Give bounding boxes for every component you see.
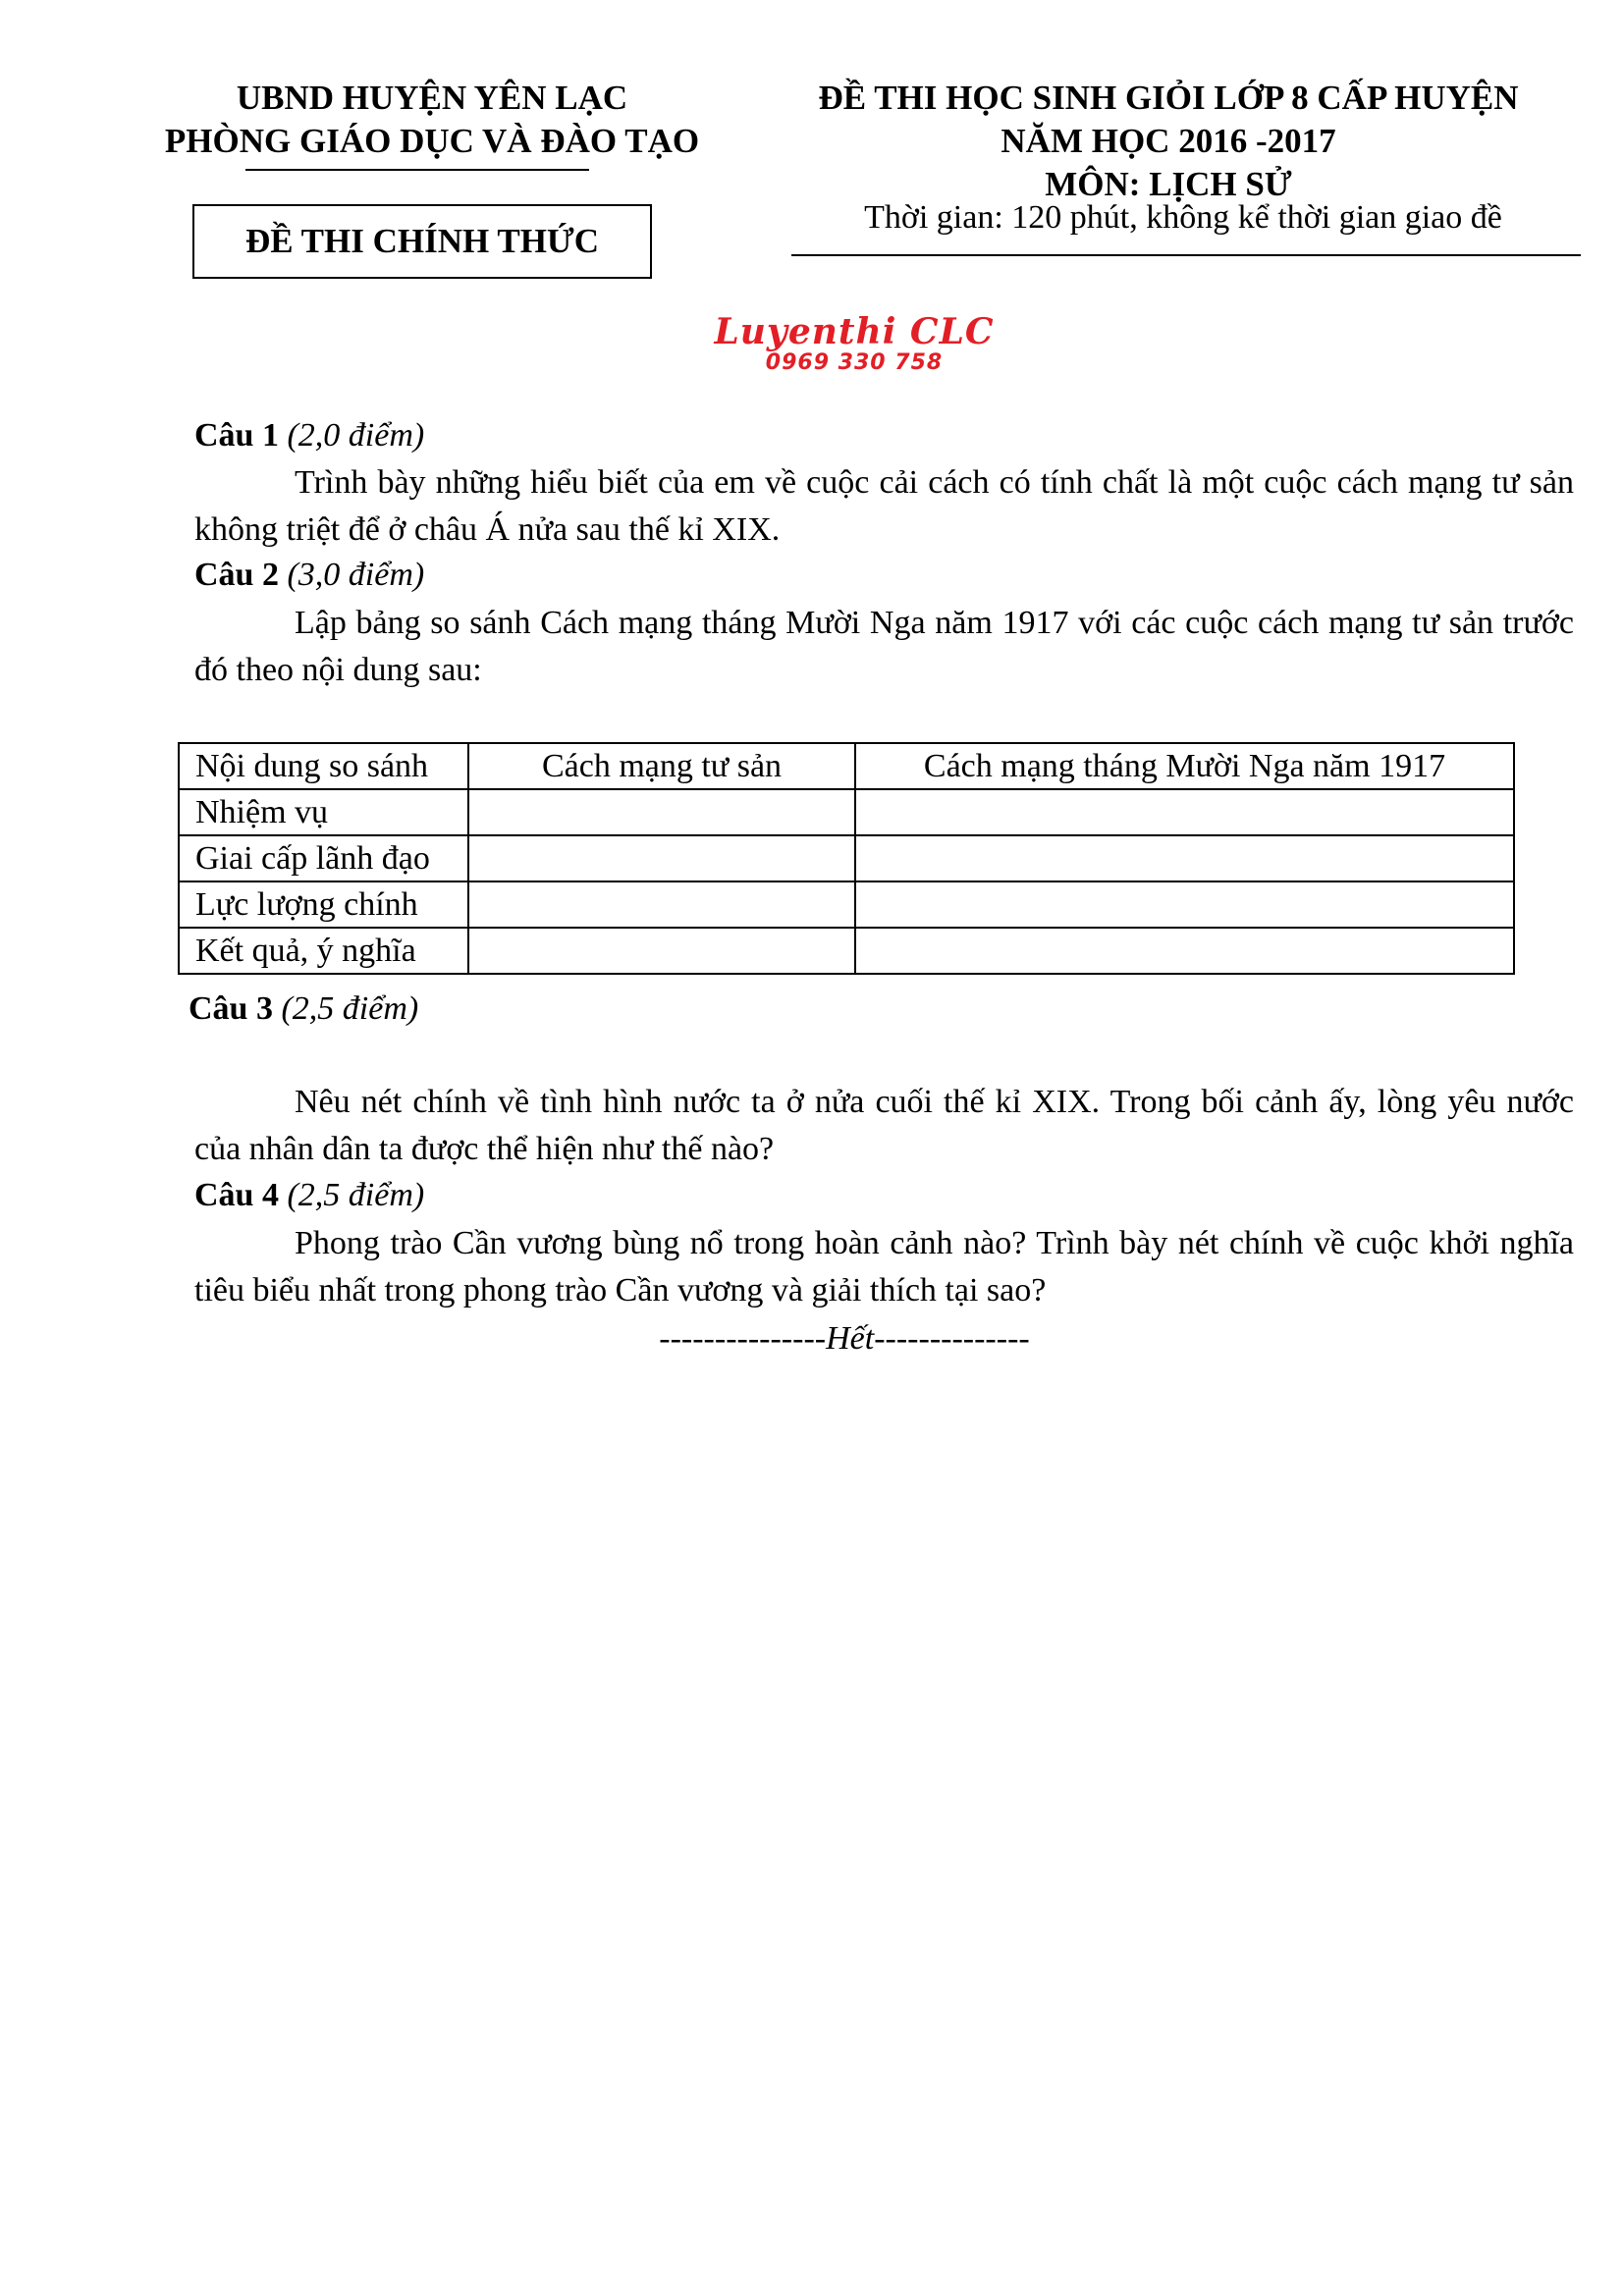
table-row-label: Kết quả, ý nghĩa [179, 928, 468, 974]
watermark-logo [687, 312, 1021, 375]
exam-time: Thời gian: 120 phút, không kể thời gian giao đề [864, 199, 1502, 236]
table-cell-empty [855, 928, 1514, 974]
table-cell-empty [468, 928, 855, 974]
question-4-text: Phong trào Cần vương bùng nổ trong hoàn cảnh nào? Trình bày nét chính về cuộc khởi nghĩa tiêu biểu nhất trong phong trào Cần vương và giải thích tại sao? [194, 1225, 1574, 1308]
end-dashes-right: -------------- [874, 1320, 1030, 1357]
official-label: ĐỀ THI CHÍNH THỨC [244, 222, 600, 260]
table-row-label: Giai cấp lãnh đạo [179, 835, 468, 881]
question-label: Câu 3 [189, 990, 273, 1027]
table-cell-empty [855, 835, 1514, 881]
table-cell-empty [855, 881, 1514, 928]
question-points: (2,0 điểm) [287, 417, 425, 454]
question-3-title [189, 986, 418, 1033]
end-dashes-left: --------------- [659, 1320, 827, 1357]
exam-title: ĐỀ THI HỌC SINH GIỎI LỚP 8 CẤP HUYỆN [818, 79, 1519, 117]
table-header-cell: Cách mạng tư sản [468, 743, 855, 789]
question-points: (2,5 điểm) [287, 1177, 425, 1213]
header-right [776, 77, 1561, 206]
question-label: Câu 1 [194, 417, 279, 454]
table-row [179, 789, 1514, 835]
official-exam-box [192, 204, 652, 279]
table-row-label: Lực lượng chính [179, 881, 468, 928]
org-line-1: UBND HUYỆN YÊN LẠC [236, 79, 628, 117]
question-points: (3,0 điểm) [287, 557, 425, 593]
watermark-phone: 0969 330 758 [765, 350, 944, 375]
org-line-2: PHÒNG GIÁO DỤC VÀ ĐÀO TẠO [164, 122, 700, 160]
end-word: Hết [826, 1320, 875, 1357]
header-left [147, 77, 717, 163]
table-cell-empty [468, 789, 855, 835]
question-3-text: Nêu nét chính về tình hình nước ta ở nửa cuối thế kỉ XIX. Trong bối cảnh ấy, lòng yêu nước của nhân dân ta được thể hiện như thế nào? [194, 1084, 1574, 1167]
question-4-title [194, 1172, 424, 1219]
question-label: Câu 2 [194, 557, 279, 593]
table-header-cell: Nội dung so sánh [179, 743, 468, 789]
question-1-text: Trình bày những hiểu biết của em về cuộc cải cách có tính chất là một cuộc cách mạng tư sản không triệt để ở châu Á nửa sau thế kỉ XIX. [194, 464, 1574, 548]
school-year: NĂM HỌC 2016 -2017 [1001, 122, 1336, 160]
question-label: Câu 4 [194, 1177, 279, 1213]
table-row [179, 835, 1514, 881]
subject: MÔN: LỊCH SỬ [1045, 165, 1292, 203]
header-left-underline [245, 169, 589, 171]
table-cell-empty [855, 789, 1514, 835]
question-1-title [194, 412, 424, 459]
table-row [179, 928, 1514, 974]
end-marker [550, 1320, 1139, 1358]
table-row [179, 881, 1514, 928]
question-points: (2,5 điểm) [281, 990, 419, 1027]
table-header-cell: Cách mạng tháng Mười Nga năm 1917 [855, 743, 1514, 789]
table-header-row [179, 743, 1514, 789]
question-2-title [194, 552, 424, 599]
question-2-text: Lập bảng so sánh Cách mạng tháng Mười Nga năm 1917 với các cuộc cách mạng tư sản trước đó theo nội dung sau: [194, 605, 1574, 688]
table-cell-empty [468, 881, 855, 928]
header-right-underline [791, 254, 1581, 256]
comparison-table [178, 742, 1515, 975]
watermark-name: Luyenthi CLC [714, 311, 995, 352]
table-cell-empty [468, 835, 855, 881]
table-row-label: Nhiệm vụ [179, 789, 468, 835]
